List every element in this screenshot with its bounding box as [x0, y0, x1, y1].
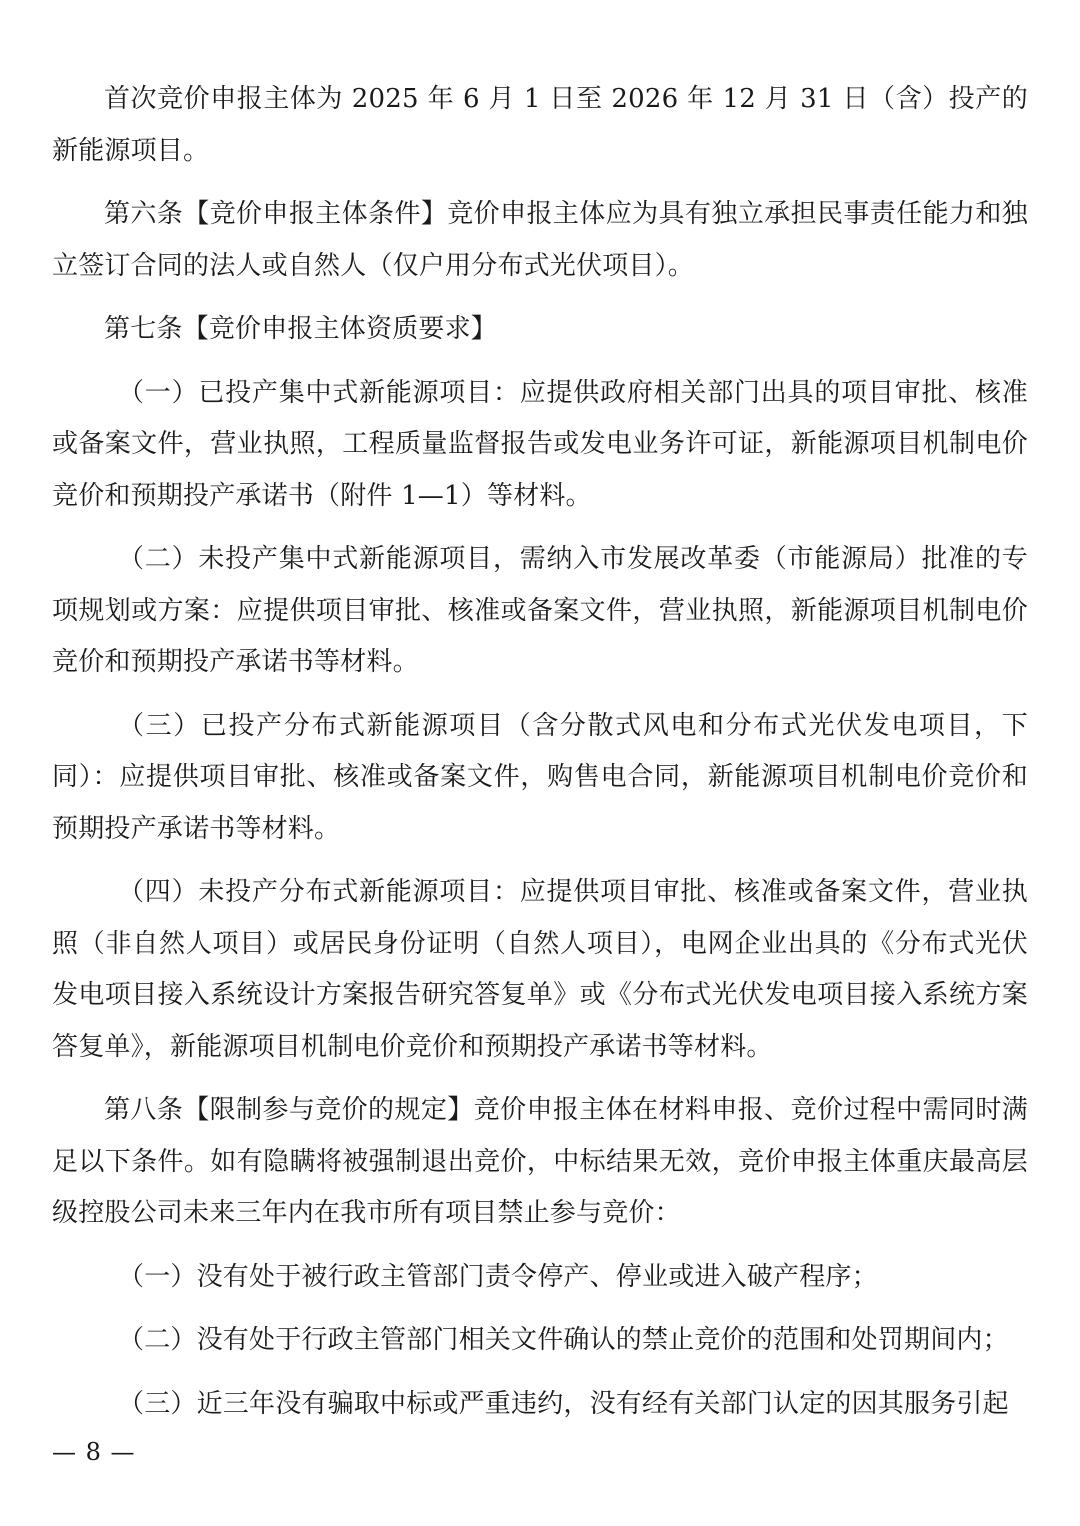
paragraph-article-7-item-2: （二）未投产集中式新能源项目，需纳入市发展改革委（市能源局）批准的专项规划或方案：应提供项目审批、核准或备案文件，营业执照，新能源项目机制电价竞价和预期投产承诺书等材料。: [52, 544, 1028, 677]
paragraph-article-7-item-1: （一）已投产集中式新能源项目：应提供政府相关部门出具的项目审批、核准或备案文件，营业执照，工程质量监督报告或发电业务许可证，新能源项目机制电价竞价和预期投产承诺书（附件 1—1）等材料。: [52, 377, 1028, 511]
paragraph-article-8-item-1: （一）没有处于被行政主管部门责令停产、停业或进入破产程序；: [118, 1261, 878, 1292]
paragraph-article-6: 第六条【竞价申报主体条件】竞价申报主体应为具有独立承担民事责任能力和独立签订合同的法人或自然人（仅户用分布式光伏项目）。: [52, 199, 1028, 281]
paragraph-article-8-item-3: （三）近三年没有骗取中标或严重违约，没有经有关部门认定的因其服务引起: [118, 1388, 1009, 1419]
paragraph-article-7-item-3: （三）已投产分布式新能源项目（含分散式风电和分布式光伏发电项目，下同）：应提供项目审批、核准或备案文件，购售电合同，新能源项目机制电价竞价和预期投产承诺书等材料。: [52, 710, 1028, 844]
paragraph-article-7-heading: 第七条【竞价申报主体资质要求】: [104, 314, 498, 344]
page-number: — 8 —: [52, 1438, 136, 1466]
paragraph-article-8-item-2: （二）没有处于行政主管部门相关文件确认的禁止竞价的范围和处罚期间内；: [118, 1325, 1009, 1355]
paragraph-article-8: 第八条【限制参与竞价的规定】竞价申报主体在材料申报、竞价过程中需同时满足以下条件。如有隐瞒将被强制退出竞价，中标结果无效，竞价申报主体重庆最高层级控股公司未来三年内在我市所有项目禁止参与竞价：: [52, 1095, 1028, 1228]
paragraph-article-7-item-4: （四）未投产分布式新能源项目：应提供项目审批、核准或备案文件，营业执照（非自然人项目）或居民身份证明（自然人项目），电网企业出具的《分布式光伏发电项目接入系统设计方案报告研究答复单》或《分布式光伏发电项目接入系统方案答复单》，新能源项目机制电价竞价和预期投产承诺书等材料。: [52, 877, 1028, 1062]
paragraph-first-bid-subjects: 首次竞价申报主体为 2025 年 6 月 1 日至 2026 年 12 月 31 日（含）投产的新能源项目。: [52, 84, 1028, 166]
